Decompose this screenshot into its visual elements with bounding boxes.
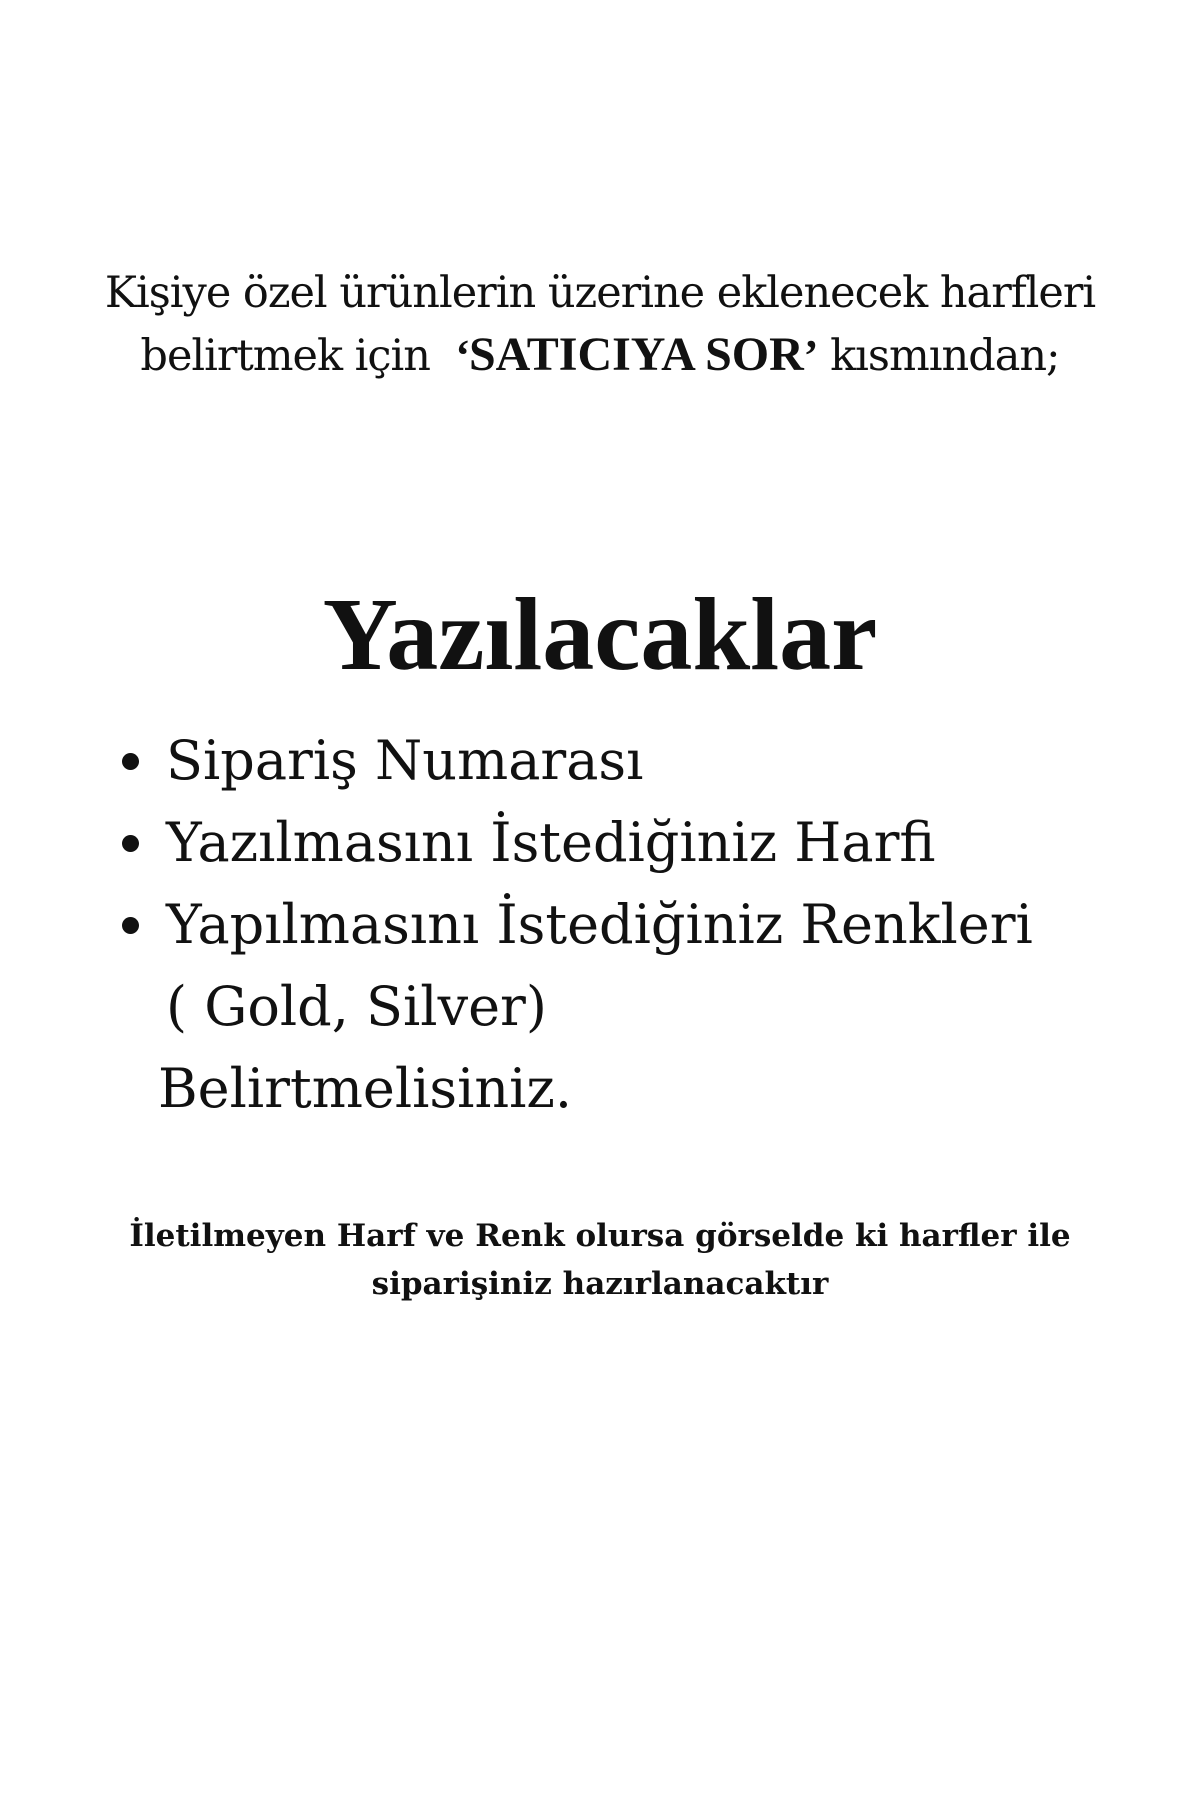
color-options: ( Gold, Silver)	[166, 975, 547, 1038]
footer-note	[0, 1212, 1200, 1308]
list-item	[118, 802, 1033, 884]
intro-line-2-prefix: belirtmek için	[140, 331, 430, 381]
intro-line-2-suffix: kısmından;	[830, 331, 1060, 381]
intro-text	[0, 262, 1200, 387]
ask-seller-highlight: SATICIYA SOR	[468, 328, 804, 381]
list-item-label: Yapılmasını İstediğiniz Renkleri	[166, 893, 1033, 956]
list-item-label: Yazılmasını İstediğiniz Harfi	[166, 811, 936, 874]
instruction-text: Belirtmelisiniz.	[158, 1057, 573, 1120]
footer-line-1: İletilmeyen Harf ve Renk olursa görselde ki harfler ile	[129, 1218, 1071, 1254]
required-info-list	[118, 720, 1033, 966]
open-quote: ‘	[455, 331, 469, 380]
bullet-icon	[122, 753, 139, 770]
intro-line-2	[0, 324, 1200, 387]
close-quote: ’	[803, 331, 818, 380]
footer-line-2: siparişiniz hazırlanacaktır	[371, 1266, 829, 1302]
list-item	[118, 720, 1033, 802]
bullet-icon	[122, 835, 139, 852]
list-item-label: Sipariş Numarası	[166, 729, 644, 792]
intro-line-1: Kişiye özel ürünlerin üzerine eklenecek harfleri	[104, 268, 1096, 318]
page-title: Yazılacaklar	[322, 577, 878, 692]
bullet-icon	[122, 917, 139, 934]
list-item	[118, 884, 1033, 966]
